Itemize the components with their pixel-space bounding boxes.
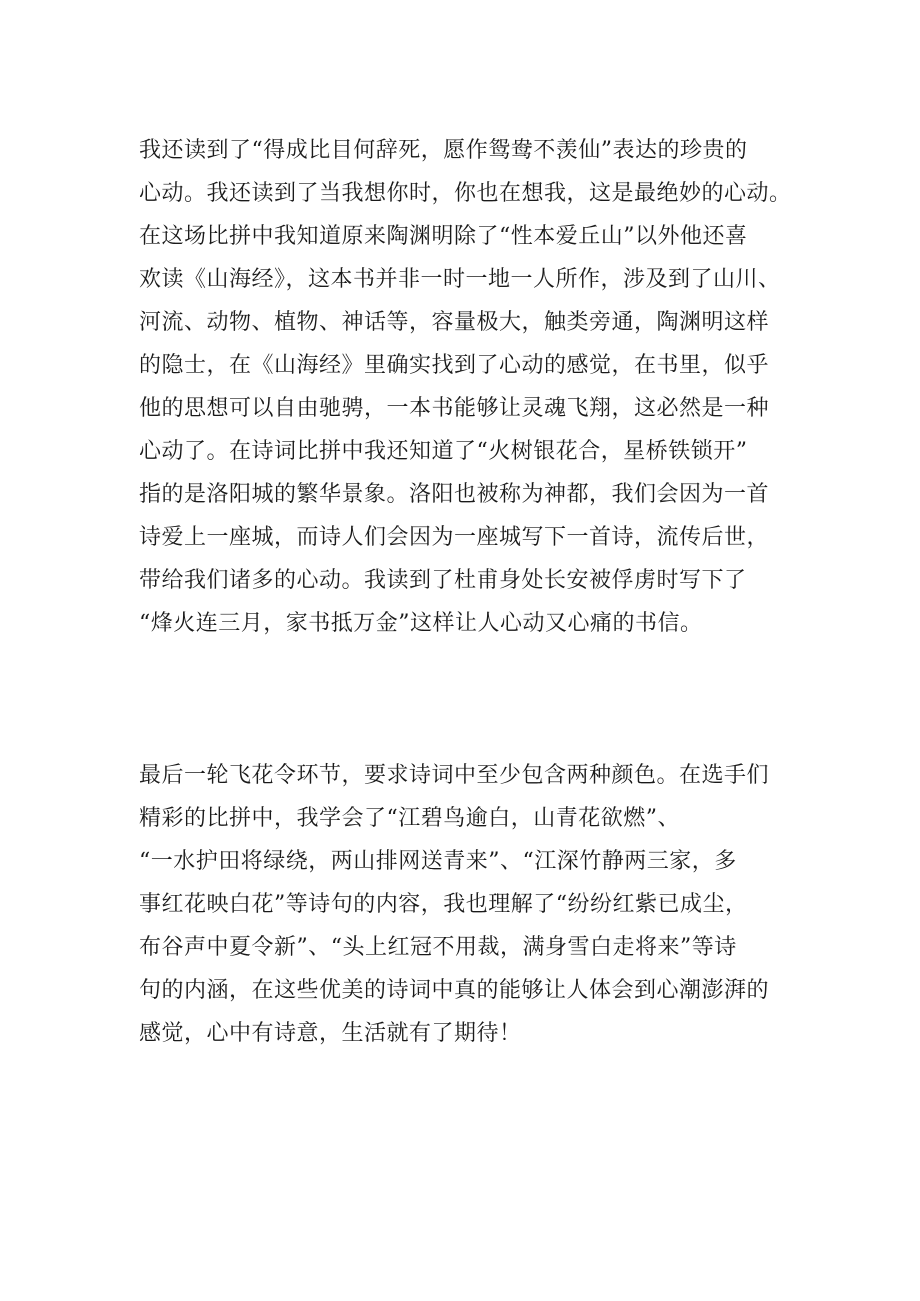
text-line: “一水护田将绿绕，两山排网送青来”、“江深竹静两三家，多 bbox=[139, 849, 737, 874]
text-line: “烽火连三月，家书抵万金”这样让人心动又心痛的书信。 bbox=[139, 611, 703, 636]
paragraph-1 bbox=[139, 129, 859, 645]
paragraph-2 bbox=[139, 754, 859, 1055]
text-line: 心动。我还读到了当我想你时，你也在想我，这是最绝妙的心动。 bbox=[139, 181, 792, 206]
text-line: 在这场比拼中我知道原来陶渊明除了“性本爱丘山”以外他还喜 bbox=[139, 224, 748, 249]
text-line: 事红花映白花”等诗句的内容，我也理解了“纷纷红紫已成尘， bbox=[139, 892, 748, 917]
text-line: 带给我们诸多的心动。我读到了杜甫身处长安被俘虏时写下了 bbox=[139, 568, 747, 593]
text-line: 布谷声中夏令新”、“头上红冠不用裁，满身雪白走将来”等诗 bbox=[139, 935, 737, 960]
text-line: 我还读到了“得成比目何辞死，愿作鸳鸯不羡仙”表达的珍贵的 bbox=[139, 138, 748, 163]
text-line: 指的是洛阳城的繁华景象。洛阳也被称为神都，我们会因为一首 bbox=[139, 482, 770, 507]
text-line: 的隐士，在《山海经》里确实找到了心动的感觉，在书里，似乎 bbox=[139, 353, 770, 378]
text-line: 心动了。在诗词比拼中我还知道了“火树银花合，星桥铁锁开” bbox=[139, 439, 748, 464]
text-line: 他的思想可以自由驰骋，一本书能够让灵魂飞翔，这必然是一种 bbox=[139, 396, 770, 421]
text-line: 最后一轮飞花令环节，要求诗词中至少包含两种颜色。在选手们 bbox=[139, 763, 770, 788]
text-line: 句的内涵，在这些优美的诗词中真的能够让人体会到心潮澎湃的 bbox=[139, 978, 770, 1003]
text-line: 感觉，心中有诗意，生活就有了期待！ bbox=[139, 1021, 522, 1046]
text-line: 欢读《山海经》，这本书并非一时一地一人所作，涉及到了山川、 bbox=[139, 267, 781, 292]
text-line: 精彩的比拼中，我学会了“江碧鸟逾白，山青花欲燃”、 bbox=[139, 806, 680, 831]
text-line: 河流、动物、植物、神话等，容量极大，触类旁通，陶渊明这样 bbox=[139, 310, 770, 335]
text-line: 诗爱上一座城，而诗人们会因为一座城写下一首诗，流传后世， bbox=[139, 525, 770, 550]
